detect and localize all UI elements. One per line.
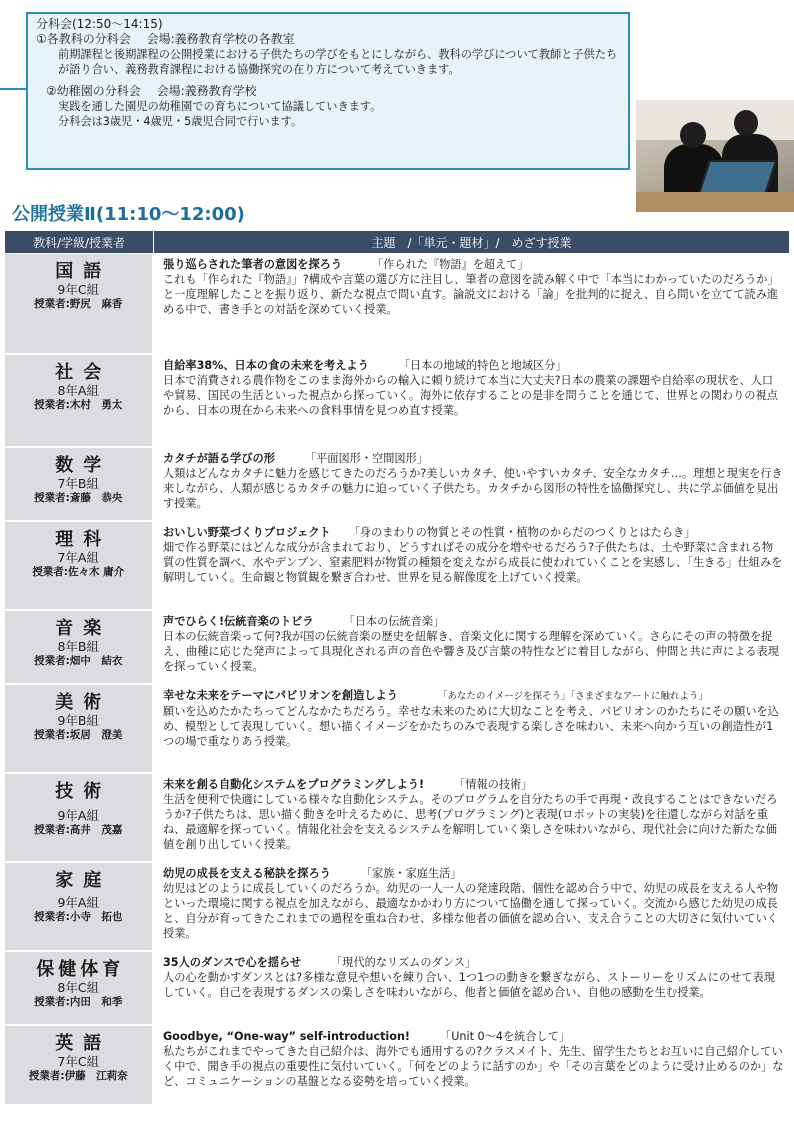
row-content — [154, 610, 790, 684]
table-row — [5, 684, 790, 773]
table-row — [5, 951, 790, 1025]
subject-name: 英語 — [55, 1032, 112, 1054]
table-row — [5, 862, 790, 951]
teacher-name: 授業者:野尻 麻香 — [34, 298, 123, 310]
session-info-box — [26, 12, 630, 170]
teacher-name: 授業者:小寺 拓也 — [34, 910, 123, 923]
teacher-name: 授業者:斎藤 恭央 — [34, 491, 123, 504]
lesson-unit: 「日本の地域的特色と地域区分」 — [398, 358, 567, 372]
class-name: 7年C組 — [57, 1053, 100, 1069]
lesson-description: 生活を便利で快適にしている様々な自動化システム。そのプログラムを自分たちの手で再現・改良することはできないだろうか?子供たちは、思い描く動きを叶えるために、思考(プログラミング)と表現(ロボットの実装)を往還しながら対話を重ね、最適解を探っていく。情報化社会を支えるシステムを解明していく楽しさを味わいながら、現代社会に向けた新たな価値を創り出していく授業。 — [163, 792, 778, 851]
lesson-description: 日本で消費される農作物をこのまま海外からの輸入に頼り続けて本当に大丈夫?日本の農業の課題や自給率の現状を、人口や貿易、国民の生活といった視点から探っていく。海外に依存することの是非を問うことを通じて、世界との関わりの視点から、日本の現在から未来への食料事情を見つめ直す授業。 — [163, 373, 778, 417]
lesson-theme: 張り巡らされた筆者の意図を探ろう — [163, 258, 343, 271]
row-content — [154, 254, 790, 354]
class-name: 7年A組 — [57, 549, 99, 565]
class-name: 9年A組 — [57, 894, 99, 910]
lesson-unit: 「平面図形・空間図形」 — [304, 451, 428, 465]
lesson-unit: 「Unit 0〜4を統合して」 — [440, 1029, 571, 1043]
row-content — [154, 684, 790, 773]
header-right: 主題 /「単元・題材」/ めざす授業 — [154, 231, 790, 254]
table-row — [5, 254, 790, 354]
subject-name: 保健体育 — [36, 958, 125, 980]
teacher-name: 授業者:畑中 結衣 — [34, 654, 123, 667]
row-info — [5, 354, 154, 447]
teacher-name: 授業者:佐々木 庸介 — [32, 565, 125, 578]
class-name: 9年B組 — [57, 712, 100, 728]
row-content — [154, 521, 790, 610]
subject-name: 美術 — [55, 691, 112, 713]
table-row — [5, 521, 790, 610]
row-content — [154, 447, 790, 521]
class-name: 9年A組 — [57, 807, 99, 823]
subject-name: 技術 — [55, 780, 112, 802]
row-info — [5, 862, 154, 951]
lesson-description: 私たちがこれまでやってきた自己紹介は、海外でも通用するの?クラスメイト、先生、留学生たちとお互いに自己紹介していく中で、聞き手の視点の重要性に気付いていく。「何をどのように話すのか」や「その言葉をどのように受け止めるのか」など、コミュニケーションの基盤となる姿勢を培っていく授業。 — [163, 1044, 784, 1088]
session-item1-body: 前期課程と後期課程の公開授業における子供たちの学びをもとにしながら、教科の学びについて教師と子供たちが語り合い、義務教育課程における協働探究の在り方について考えていきます。 — [58, 48, 618, 76]
lesson-description: 幼児はどのように成長していくのだろうか。幼児の一人一人の発達段階、個性を認め合う中で、幼児の成長を支える人や物といった環境に関する視点を加えながら、最適なかかわり方について協働を通して探っていく。交流から感じた幼児の成長と、自分が育ってきたこれまでの過程を重ね合わせ、多様な他者の価値を認め合い、支え合うことの大切さに気付いていく授業。 — [163, 881, 779, 940]
lesson-unit: 「作られた『物語』を超えて」 — [372, 258, 529, 271]
lesson-theme: 自給率38%、日本の食の未来を考えよう — [163, 358, 369, 372]
subject-name: 国語 — [55, 261, 112, 282]
session-item2-body2: 分科会は3歳児・4歳児・5歳児合同で行います。 — [58, 115, 303, 128]
row-content — [154, 354, 790, 447]
row-info — [5, 684, 154, 773]
lesson-theme: おいしい野菜づくりプロジェクト — [163, 525, 331, 539]
subject-name: 家庭 — [55, 869, 112, 891]
table-row — [5, 447, 790, 521]
teacher-name: 授業者:伊藤 江莉奈 — [28, 1069, 128, 1082]
lesson-unit: 「家族・家庭生活」 — [360, 866, 462, 880]
lesson-description: 人の心を動かすダンスとは?多様な意見や想いを練り合い、1つ1つの動きを繋ぎながら、ストーリーをリズムにのせて表現していく。自己を表現するダンスの楽しさを味わいながら、他者と価値を認め合い、自他の感動を生む授業。 — [163, 970, 775, 999]
row-info — [5, 447, 154, 521]
lesson-unit: 「情報の技術」 — [454, 777, 533, 791]
lesson-description: 願いを込めたかたちってどんなかたちだろう。幸せな未来のために大切なことを考え、パビリオンのかたちにその願いを込め、模型として表現していく。想い描くイメージをかたちのみで表現する楽しさを味わい、未来へ向かう互いの創造性が1つの場で重なりあう授業。 — [163, 704, 779, 748]
lesson-description: 人類はどんなカタチに魅力を感じてきたのだろうか?美しいカタチ、使いやすいカタチ、安全なカタチ…。理想と現実を行き来しながら、人類が感じるカタチの魅力に迫っていく子供たち。カタチから図形の特性を協働探究し、共に学ぶ価値を見出す授業。 — [163, 466, 783, 510]
teacher-name: 授業者:木村 勇太 — [34, 398, 123, 411]
header-left: 教科/学級/授業者 — [5, 231, 154, 254]
row-content — [154, 1025, 790, 1105]
lesson-theme: 未来を創る自動化システムをプログラミングしよう! — [163, 777, 425, 791]
lesson-theme: 35人のダンスで心を揺らせ — [163, 955, 302, 969]
teacher-name: 授業者:坂居 澄美 — [34, 728, 123, 741]
table-row — [5, 610, 790, 684]
lesson-description: 畑で作る野菜にはどんな成分が含まれており、どうすればその成分を増やせるだろう?子供たちは、土や野菜に含まれる物質の性質を調べ、水やデンプン、窒素肥料が物質の種類を変えながら成長に使われていくことを実感し、「生きる」仕組みを解明していく。生命観と物質観を繋ぎ合わせ、世界を見る解像度を上げていく授業。 — [163, 540, 783, 584]
row-info — [5, 1025, 154, 1105]
session-title: 分科会(12:50〜14:15) — [36, 17, 163, 31]
row-info — [5, 773, 154, 862]
lesson-theme: Goodbye, “One-way” self-introduction! — [163, 1029, 411, 1043]
lesson-theme: 幼児の成長を支える秘訣を探ろう — [163, 866, 331, 880]
class-name: 9年C組 — [57, 282, 100, 297]
teacher-name: 授業者:内田 和季 — [34, 995, 123, 1008]
teacher-name: 授業者:高井 茂嘉 — [34, 823, 123, 836]
row-content — [154, 862, 790, 951]
table-row — [5, 773, 790, 862]
section-title: 公開授業Ⅱ(11:10〜12:00) — [12, 204, 245, 225]
lesson-theme: 幸せな未来をテーマにパビリオンを創造しよう — [163, 688, 398, 702]
table-row — [5, 1025, 790, 1105]
lesson-theme: 声でひらく!伝統音楽のトビラ — [163, 614, 314, 628]
subject-name: 音楽 — [55, 617, 112, 639]
table-row — [5, 354, 790, 447]
lesson-unit: 「あなたのイメージを探そう」「さまざまなアートに触れよう」 — [437, 690, 709, 702]
subject-name: 理科 — [55, 528, 112, 550]
row-content — [154, 773, 790, 862]
lesson-unit: 「現代的なリズムのダンス」 — [331, 955, 477, 969]
session-item2-heading: ②幼稚園の分科会 会場:義務教育学校 — [46, 84, 257, 98]
subject-name: 数学 — [55, 454, 112, 476]
session-item2-body1: 実践を通した園児の幼稚園での育ちについて協議していきます。 — [58, 100, 382, 113]
students-photo — [636, 100, 794, 212]
session-item1-heading: ①各教科の分科会 会場:義務教育学校の各教室 — [36, 32, 295, 46]
row-info — [5, 254, 154, 354]
lesson-unit: 「日本の伝統音楽」 — [343, 614, 445, 628]
row-info — [5, 521, 154, 610]
lesson-theme: カタチが語る学びの形 — [163, 451, 275, 465]
table-header-row — [5, 231, 790, 254]
row-content — [154, 951, 790, 1025]
row-info — [5, 610, 154, 684]
lessons-table — [4, 230, 790, 1106]
class-name: 7年B組 — [57, 475, 100, 491]
class-name: 8年A組 — [57, 382, 99, 398]
lesson-description: 日本の伝統音楽って何?我が国の伝統音楽の歴史を紐解き、音楽文化に関する理解を深めていく。さらにその声の特徴を捉え、曲種に応じた発声によって具現化される声の音色や響き及び言葉の特性などに着目しながら、仲間と共に声による表現を探っていく授業。 — [163, 629, 779, 673]
class-name: 8年B組 — [57, 638, 100, 654]
lesson-unit: 「身のまわりの物質とその性質・植物のからだのつくりとはたらき」 — [348, 525, 696, 539]
class-name: 8年C組 — [57, 979, 100, 995]
row-info — [5, 951, 154, 1025]
subject-name: 社会 — [55, 361, 112, 383]
connector-line — [0, 88, 26, 90]
lesson-description: これも「作られた『物語』」?構成や言葉の選び方に注目し、筆者の意図を読み解く中で「本当にわかっていたのだろうか」と一度理解したことを振り返り、新たな視点で問い直す。論説文における「論」を批判的に捉え、自ら問いを立てて読み進める中で、書き手との対話を深めていく授業。 — [163, 273, 779, 316]
